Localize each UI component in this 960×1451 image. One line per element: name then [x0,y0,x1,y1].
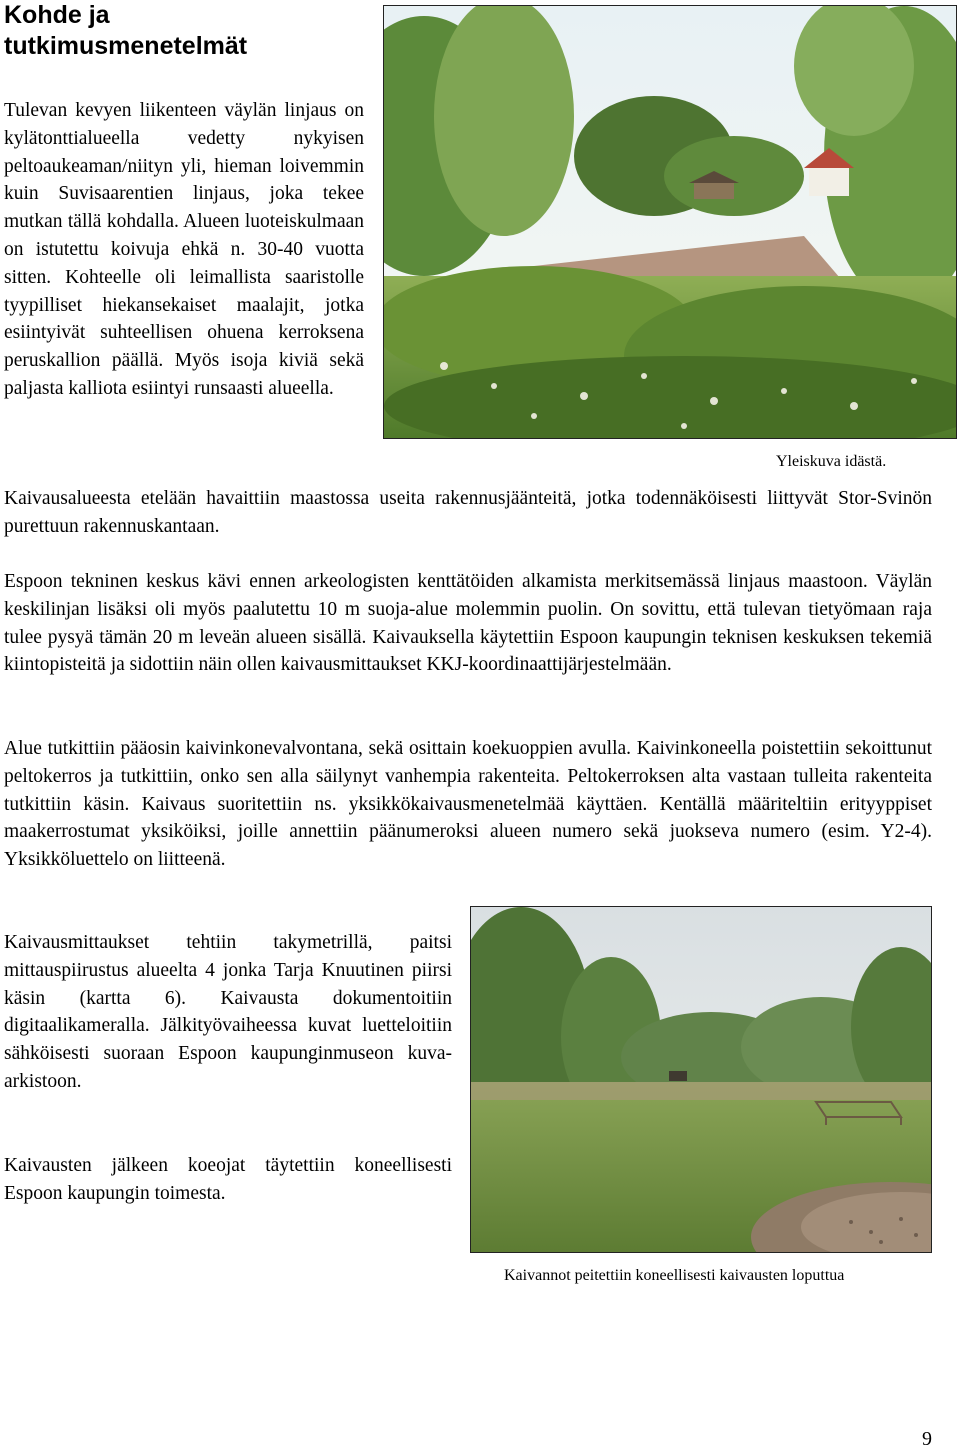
marking-paragraph: Espoon tekninen keskus kävi ennen arkeologisten kenttätöiden alkamista merkitsemässä linjaus maastoon. Väylän keskilinjan lisäksi oli myös paalutettu 10 m suoja-alue molemmin puolin. On sovittu, että tulevan tietyömaan raja tulee pysyä tämän 20 m leveän alueen sisällä. Kaivauksella käytettiin Espoon kaupungin teknisen keskuksen tekemiä kiintopisteitä ja sidottiin näin ollen kaivausmittaukset KKJ-koordinaattijärjestelmään. [4,571,932,676]
intro-paragraph: Tulevan kevyen liikenteen väylän linjaus on kylätonttialueella vedetty nykyisen peltoaukeaman/niityn yli, hieman loivemmin kuin Suvisaarentien linjaus, joka tekee mutkan tällä kohdalla. Alueen luoteiskulmaan on istutettu koivuja ehkä n. 30-40 vuotta sitten. Kohteelle oli leimallista saaristolle tyypilliset hiekansekaiset maalajit, jotka esiintyivät suhteellisen ohuena kerroksena peruskallion päällä. Myös isoja kiviä sekä paljasta kalliota esiintyi runsaasti alueella. [4,100,364,399]
field-landscape-image [471,907,931,1252]
heading-line-1: Kohde ja [4,1,110,29]
intro-paragraph-continuation: Kaivausalueesta etelään havaittiin maastossa useita rakennusjäänteitä, jotka todennäköisesti liittyvät Stor-Svinön purettuun rakennuskantaan. [4,488,932,537]
page-number: 9 [922,1428,932,1450]
backfill-paragraph: Kaivausten jälkeen koeojat täytettiin koneellisesti Espoon kaupungin toimesta. [4,1155,452,1204]
overview-photo [383,5,957,439]
section-heading [4,0,364,62]
overview-photo-caption: Yleiskuva idästä. [776,453,887,470]
heading-line-2: tutkimusmenetelmät [4,32,248,60]
covered-trenches-photo [470,906,932,1253]
covered-trenches-caption: Kaivannot peitettiin koneellisesti kaivausten loputtua [504,1267,845,1284]
documentation-paragraph: Kaivausmittaukset tehtiin takymetrillä, paitsi mittauspiirustus alueelta 4 jonka Tarja Knuutinen piirsi käsin (kartta 6). Kaivausta dokumentoitiin digitaalikameralla. Jälkityövaiheessa kuvat luetteloitiin sähköisesti suoraan Espoon kaupunginmuseon kuva-arkistoon. [4,932,452,1092]
meadow-landscape-image [384,6,956,438]
method-paragraph: Alue tutkittiin pääosin kaivinkonevalvontana, sekä osittain koekuoppien avulla. Kaivinkoneella poistettiin sekoittunut peltokerros ja tutkittiin, onko sen alla säilynyt vanhempia rakenteita. Peltokerroksen alta vastaan tulleita rakenteita tutkittiin käsin. Kaivaus suoritettiin ns. yksikkökaivausmenetelmää käyttäen. Kentällä määriteltiin erityyppiset maakerrostumat yksiköiksi, joille annettiin päänumeroksi alueen numero sekä juokseva numero (esim. Y2-4). Yksikköluettelo on liitteenä. [4,738,932,871]
